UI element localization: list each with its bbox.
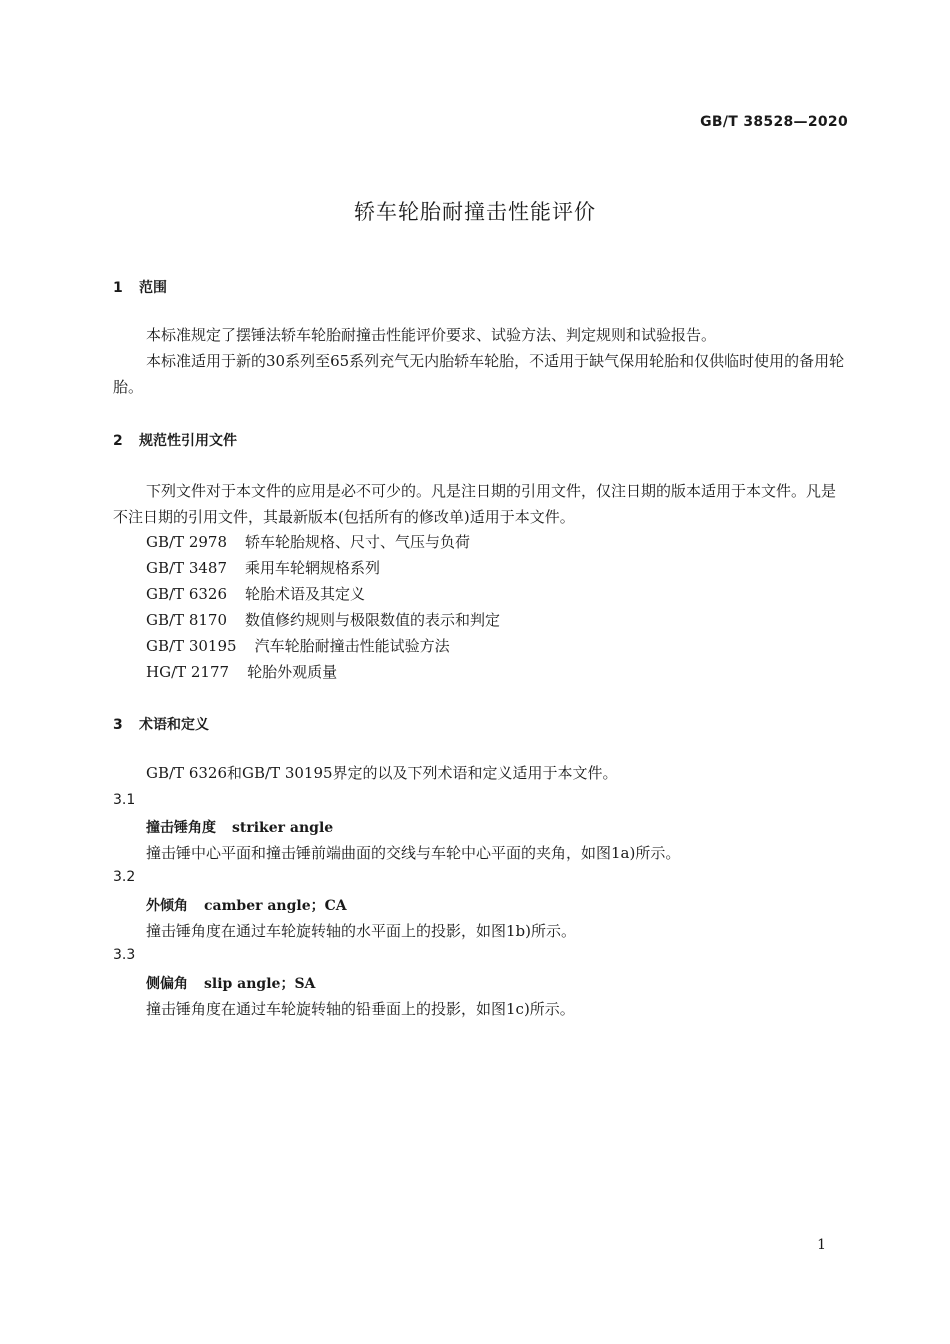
- section-number: 2: [113, 433, 123, 449]
- document-title: 轿车轮胎耐撞击性能评价: [354, 200, 596, 224]
- term-chinese: 撞击锤角度: [146, 820, 216, 836]
- reference-code: HG/T 2177: [146, 663, 230, 681]
- section-heading-terms-definitions: [113, 714, 209, 734]
- paragraph-text: GB/T 6326和GB/T 30195界定的以及下列术语和定义适用于本文件。: [146, 764, 618, 782]
- paragraph: [113, 322, 849, 348]
- page-number: 1: [817, 1237, 826, 1253]
- term-number: 3.2: [113, 869, 136, 885]
- section-heading-normative-references: [113, 430, 237, 450]
- paragraph-text: 本标准适用于新的30系列至65系列充气无内胎轿车轮胎，不适用于缺气保用轮胎和仅供临时使用的备用轮胎。: [113, 352, 845, 396]
- reference-item: [146, 633, 450, 659]
- term-entry: [146, 895, 347, 915]
- paragraph: [113, 348, 849, 400]
- term-chinese: 外倾角: [146, 898, 188, 914]
- reference-title: 汽车轮胎耐撞击性能试验方法: [254, 637, 450, 655]
- section-number: 3: [113, 717, 123, 733]
- reference-code: GB/T 2978: [146, 533, 228, 551]
- term-entry: [146, 817, 333, 837]
- standard-number: GB/T 38528—2020: [700, 114, 848, 130]
- section-title: 规范性引用文件: [139, 433, 237, 449]
- reference-title: 轮胎术语及其定义: [245, 585, 366, 603]
- section-title: 术语和定义: [139, 717, 209, 733]
- section-title: 范围: [139, 280, 167, 296]
- paragraph: [113, 478, 849, 530]
- term-definition: 撞击锤角度在通过车轮旋转轴的水平面上的投影，如图1b)所示。: [146, 922, 577, 940]
- term-number: 3.1: [113, 792, 136, 808]
- reference-title: 轮胎外观质量: [247, 663, 338, 681]
- term-english: slip angle；SA: [204, 976, 316, 992]
- reference-title: 数值修约规则与极限数值的表示和判定: [245, 611, 501, 629]
- section-number: 1: [113, 280, 123, 296]
- term-english: striker angle: [232, 820, 334, 836]
- term-definition: 撞击锤角度在通过车轮旋转轴的铅垂面上的投影，如图1c)所示。: [146, 1000, 575, 1018]
- reference-title: 轿车轮胎规格、尺寸、气压与负荷: [245, 533, 471, 551]
- paragraph-text: 本标准规定了摆锤法轿车轮胎耐撞击性能评价要求、试验方法、判定规则和试验报告。: [146, 326, 717, 344]
- term-number: 3.3: [113, 947, 136, 963]
- reference-item: [146, 581, 365, 607]
- paragraph: [113, 760, 849, 786]
- term-definition: 撞击锤中心平面和撞击锤前端曲面的交线与车轮中心平面的夹角，如图1a)所示。: [146, 844, 681, 862]
- reference-title: 乘用车轮辋规格系列: [245, 559, 381, 577]
- term-chinese: 侧偏角: [146, 976, 188, 992]
- term-entry: [146, 973, 315, 993]
- reference-item: [146, 659, 337, 685]
- reference-item: [146, 555, 380, 581]
- reference-code: GB/T 6326: [146, 585, 228, 603]
- reference-code: GB/T 3487: [146, 559, 228, 577]
- reference-code: GB/T 8170: [146, 611, 228, 629]
- term-english: camber angle；CA: [204, 898, 347, 914]
- reference-code: GB/T 30195: [146, 637, 237, 655]
- section-heading-scope: [113, 277, 167, 297]
- reference-item: [146, 529, 470, 555]
- reference-item: [146, 607, 500, 633]
- paragraph-text: 下列文件对于本文件的应用是必不可少的。凡是注日期的引用文件，仅注日期的版本适用于本文件。凡是不注日期的引用文件，其最新版本(包括所有的修改单)适用于本文件。: [113, 482, 837, 526]
